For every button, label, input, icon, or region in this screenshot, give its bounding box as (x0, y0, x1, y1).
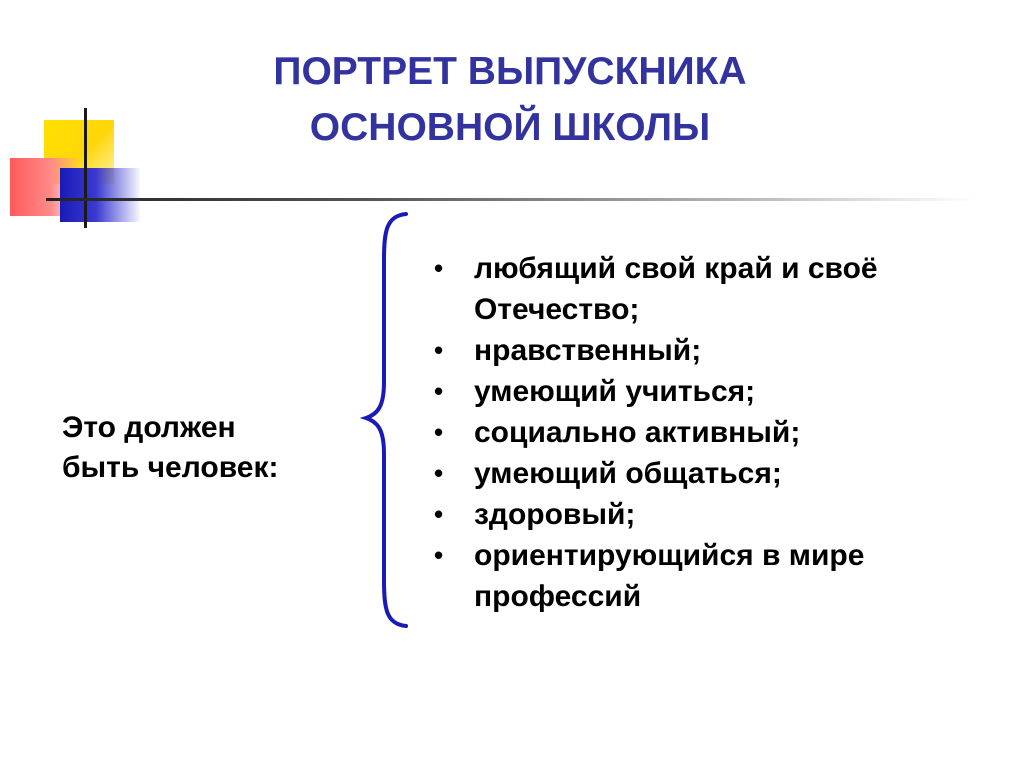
decor-blue-square (60, 168, 140, 222)
item-text: ориентирующийся в мире (474, 539, 865, 572)
list-item (434, 535, 1014, 617)
intro-text (62, 408, 342, 488)
intro-line-1: Это должен (62, 411, 236, 444)
title-divider-line (46, 198, 976, 201)
title-line-1: ПОРТРЕТ ВЫПУСКНИКА (273, 50, 747, 93)
qualities-list (434, 248, 1014, 617)
page-title (200, 44, 820, 156)
curly-brace-icon (360, 210, 420, 630)
item-text: умеющий общаться; (474, 457, 782, 490)
item-text: нравственный; (474, 334, 702, 367)
item-text: здоровый; (474, 498, 636, 531)
bullet-icon: • (434, 417, 444, 447)
item-text: любящий свой край и своё (474, 252, 878, 285)
bullet-icon: • (434, 376, 444, 406)
bullet-icon: • (434, 458, 444, 488)
bullet-icon: • (434, 499, 444, 529)
list-item (434, 412, 1014, 453)
list-item (434, 371, 1014, 412)
bullet-icon: • (434, 253, 444, 283)
bullet-icon: • (434, 540, 444, 570)
item-text-cont: профессий (474, 580, 642, 613)
list-item (434, 248, 1014, 330)
list-item (434, 453, 1014, 494)
decor-vertical-line (84, 108, 87, 228)
item-text: социально активный; (474, 416, 801, 449)
list-item (434, 330, 1014, 371)
item-text-cont: Отечество; (474, 293, 640, 326)
title-line-2: ОСНОВНОЙ ШКОЛЫ (309, 106, 711, 149)
item-text: умеющий учиться; (474, 375, 756, 408)
list-item (434, 494, 1014, 535)
bullet-icon: • (434, 335, 444, 365)
intro-line-2: быть человек: (62, 451, 279, 484)
